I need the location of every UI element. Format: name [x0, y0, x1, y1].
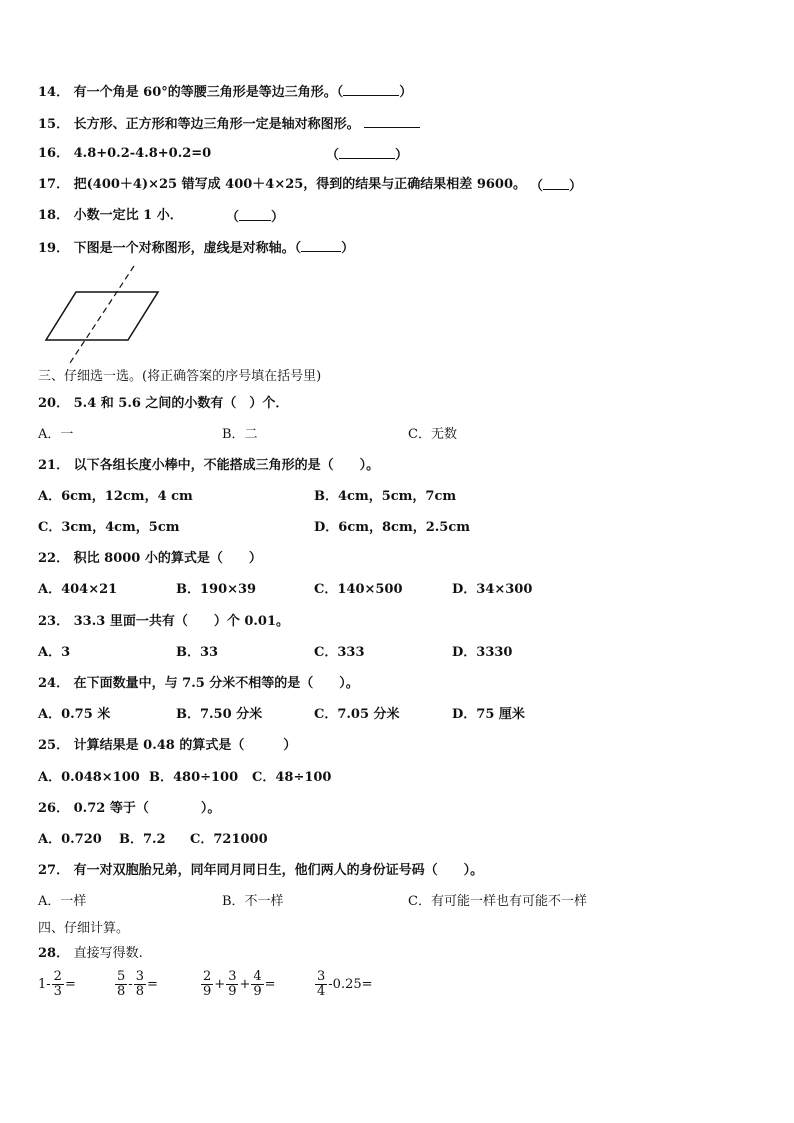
answer-blank[interactable]	[339, 146, 395, 159]
symmetry-axis-dashed-line	[68, 266, 134, 366]
question-number: 17．	[38, 177, 70, 192]
option-c[interactable]: C．333	[314, 645, 365, 660]
option-a[interactable]: A．3	[38, 645, 71, 660]
option-d[interactable]: D．75 厘米	[452, 707, 525, 722]
answer-blank[interactable]	[239, 208, 271, 221]
question-17	[38, 177, 583, 194]
expression-1: 1- $\frac{2}{3}$ =	[38, 969, 76, 999]
expression-3: $\frac{2}{9}$ + $\frac{3}{9}$ + $\frac{4}{9}$ =	[203, 969, 276, 999]
section-3-title: 三、仔细选一选。(将正确答案的序号填在括号里)	[38, 369, 322, 384]
question-20	[38, 396, 288, 412]
fraction: $\frac{3}{8}$	[135, 969, 144, 999]
option-c[interactable]: C．无数	[408, 427, 457, 442]
question-text: 长方形、正方形和等边三角形一定是轴对称图形。	[73, 117, 360, 132]
option-b[interactable]: B．33	[176, 645, 219, 660]
question-number: 16．	[38, 146, 70, 161]
question-text: 33.3 里面一共有（ ）个 0.01。	[73, 614, 290, 629]
question-number: 26．	[38, 801, 70, 816]
question-text: 以下各组长度小棒中，不能搭成三角形的是（ ）。	[73, 458, 380, 473]
question-23	[38, 614, 289, 630]
fraction: $\frac{2}{3}$	[53, 969, 62, 999]
question-text: 在下面数量中，与 7.5 分米不相等的是（ ）。	[73, 676, 359, 691]
option-b[interactable]: B．4cm，5cm，7cm	[314, 489, 457, 504]
question-text: 积比 8000 小的算式是（ ）	[73, 551, 262, 566]
question-27	[38, 863, 483, 879]
question-text: 计算结果是 0.48 的算式是（ ）	[73, 738, 297, 753]
option-b[interactable]: B．7.50 分米	[176, 707, 263, 722]
question-number: 25．	[38, 738, 70, 753]
question-21	[38, 458, 379, 474]
option-a[interactable]: A．一样	[38, 894, 87, 909]
question-number: 14．	[38, 85, 70, 100]
option-c[interactable]: C．140×500	[314, 582, 403, 597]
answer-paren: （ ）	[530, 179, 583, 194]
option-a[interactable]: A．404×21	[38, 582, 118, 597]
answer-blank[interactable]	[364, 115, 420, 128]
option-a[interactable]: A．0.720	[38, 832, 102, 847]
question-number: 22．	[38, 551, 70, 566]
answer-blank[interactable]	[301, 239, 341, 252]
question-26	[38, 801, 220, 817]
option-a[interactable]: A．0.048×100	[38, 770, 140, 785]
option-a[interactable]: A．0.75 米	[38, 707, 111, 722]
answer-blank[interactable]	[543, 177, 569, 190]
question-text: 4.8+0.2-4.8+0.2=0	[73, 146, 212, 161]
question-number: 23．	[38, 614, 70, 629]
question-14: 14． 有一个角是 60°的等腰三角形是等边三角形。（ ）	[38, 85, 413, 100]
option-c[interactable]: C．3cm，4cm，5cm	[38, 520, 180, 535]
question-text: 下图是一个对称图形，虚线是对称轴。（	[73, 241, 302, 256]
question-number: 19．	[38, 241, 70, 256]
question-number: 27．	[38, 863, 70, 878]
option-d[interactable]: D．34×300	[452, 582, 533, 597]
question-text: 有一对双胞胎兄弟，同年同月同日生，他们两人的身份证号码（ ）。	[73, 863, 484, 878]
question-text: 直接写得数.	[73, 946, 143, 961]
section-4-title: 四、仔细计算。	[38, 921, 130, 936]
question-18	[38, 208, 285, 225]
question-text: 把(400＋4)×25 错写成 400＋4×25，得到的结果与正确结果相差 9600。	[73, 177, 527, 192]
fraction: $\frac{5}{8}$	[117, 969, 126, 999]
parallelogram-figure	[38, 262, 168, 370]
fraction: $\frac{2}{9}$	[203, 969, 212, 999]
option-b[interactable]: B．190×39	[176, 582, 257, 597]
option-d[interactable]: D．6cm，8cm，2.5cm	[314, 520, 470, 535]
question-number: 20．	[38, 396, 70, 411]
question-28	[38, 946, 143, 962]
option-b[interactable]: B．不一样	[222, 894, 284, 909]
question-19: 19． 下图是一个对称图形，虚线是对称轴。（ ）	[38, 241, 355, 256]
expression-4: $\frac{3}{4}$ -0.25=	[317, 969, 373, 999]
option-a[interactable]: A．6cm，12cm，4 cm	[38, 489, 193, 504]
option-b[interactable]: B．480÷100	[149, 770, 239, 785]
question-24	[38, 676, 359, 692]
answer-blank[interactable]	[343, 83, 399, 96]
question-number: 15．	[38, 117, 70, 132]
option-c[interactable]: C．721000	[190, 832, 268, 847]
question-text: 小数一定比 1 小．	[73, 208, 183, 223]
expression-2: $\frac{5}{8}$ - $\frac{3}{8}$ =	[117, 969, 158, 999]
question-number: 21．	[38, 458, 70, 473]
question-25	[38, 738, 296, 754]
answer-paren: （ ）	[326, 148, 409, 163]
option-d[interactable]: D．3330	[452, 645, 513, 660]
parallelogram-shape	[46, 292, 158, 340]
fraction: $\frac{3}{9}$	[228, 969, 237, 999]
option-a[interactable]: A．一	[38, 427, 74, 442]
option-b[interactable]: B．二	[222, 427, 258, 442]
option-c[interactable]: C．7.05 分米	[314, 707, 400, 722]
question-22	[38, 551, 262, 567]
question-text: 0.72 等于（ ）。	[73, 801, 221, 816]
question-16	[38, 146, 409, 163]
fraction: $\frac{3}{4}$	[317, 969, 326, 999]
option-c[interactable]: C．有可能一样也有可能不一样	[408, 894, 587, 909]
answer-paren: （ ）	[226, 210, 285, 225]
question-15	[38, 115, 420, 133]
question-number: 18．	[38, 208, 70, 223]
option-b[interactable]: B．7.2	[119, 832, 166, 847]
question-number: 28．	[38, 946, 70, 961]
fraction: $\frac{4}{9}$	[253, 969, 262, 999]
question-number: 24．	[38, 676, 70, 691]
question-text: 有一个角是 60°的等腰三角形是等边三角形。（	[73, 85, 344, 100]
question-text: 5.4 和 5.6 之间的小数有（ ）个．	[73, 396, 289, 411]
option-c[interactable]: C．48÷100	[252, 770, 332, 785]
